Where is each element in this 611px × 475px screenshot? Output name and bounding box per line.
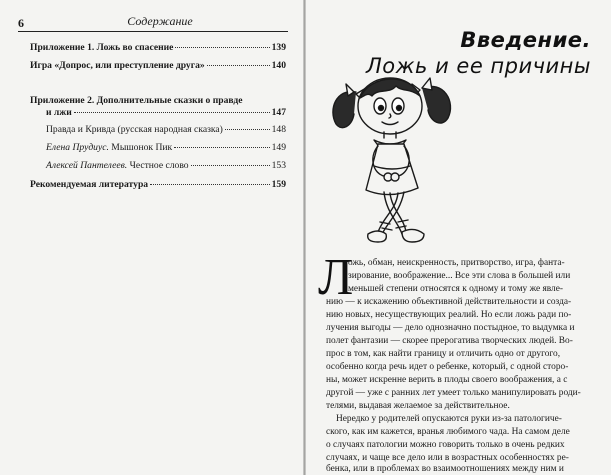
text-line: Нередко у родителей опускаются руки из-за патологиче- <box>336 414 562 424</box>
left-page <box>0 0 303 475</box>
toc-work: Честное слово <box>129 160 189 171</box>
text-line: ского, как им кажется, вранья любимого чада. На самом деле <box>326 427 570 437</box>
toc-title: Приложение 2. Дополнительные сказки о правде <box>30 95 243 106</box>
girl-illustration <box>318 62 478 250</box>
page-number: 6 <box>18 16 24 30</box>
text-line: лучения выгоды — дело однозначно постыдное, то выдумка и <box>326 323 575 333</box>
running-head: Содержание <box>127 14 193 28</box>
toc-author: Елена Прудиус. <box>46 142 109 153</box>
chapter-title-line2: Ложь и ее причины <box>365 54 591 78</box>
text-line: ожь, обман, неискренность, притворство, игра, фанта- <box>348 258 565 268</box>
toc-page: 147 <box>271 107 286 118</box>
text-line: ны, может искренне верить в плоды своего воображения, а с <box>326 375 568 385</box>
toc-entry <box>30 95 286 107</box>
toc-title <box>46 142 172 154</box>
toc-title <box>46 160 189 172</box>
drop-cap: Л <box>318 249 354 306</box>
toc-entry <box>46 142 286 154</box>
toc-page: 148 <box>271 124 286 135</box>
text-line: случаях, и чаще все дело или в возрастных особенностях ре- <box>326 453 569 463</box>
toc-title-cont: и лжи <box>46 107 72 118</box>
toc-title: Игра «Допрос, или преступление друга» <box>30 60 205 71</box>
toc-leader <box>207 65 270 66</box>
text-line: нию — к искажению объективной действительности и созда- <box>326 297 572 307</box>
text-line: другой — уже с ранних лет умеет только манипулировать роди- <box>326 388 581 398</box>
toc-leader <box>174 147 269 148</box>
toc-entry <box>30 60 286 72</box>
text-line: о случаях патологии можно говорить только в очень редких <box>326 440 565 450</box>
text-line: полет фантазии — скорее прерогатива творческих людей. Во- <box>326 336 573 346</box>
text-line: меньшей степени относятся к одному и тому же явле- <box>348 284 564 294</box>
toc-entry <box>46 124 286 136</box>
toc-leader <box>150 184 270 185</box>
text-line: бенка, или в проблемах во взаимоотношениях между ним и <box>326 464 564 474</box>
toc-leader <box>74 112 270 113</box>
toc-entry <box>30 179 286 191</box>
text-line: нию новых, несуществующих реалий. Но если ложь ради по- <box>326 310 572 320</box>
toc-title: Рекомендуемая литература <box>30 179 149 190</box>
toc-page: 159 <box>271 179 286 190</box>
toc-leader <box>191 165 270 166</box>
toc-entry <box>30 42 286 54</box>
toc-page: 149 <box>271 142 286 153</box>
toc-title: Приложение 1. Ложь во спасение <box>30 42 174 53</box>
toc-page: 153 <box>271 160 286 171</box>
toc-entry <box>46 160 286 172</box>
toc-entry-continued <box>46 107 286 119</box>
toc-author: Алексей Пантелеев. <box>46 160 128 171</box>
toc-leader <box>225 129 270 130</box>
chapter-title-line1: Введение. <box>460 28 591 52</box>
header-rule <box>18 31 288 32</box>
text-line: зирование, воображение... Все эти слова в большей или <box>348 271 571 281</box>
toc-leader <box>175 47 269 48</box>
toc-work: Мышонок Пик <box>111 142 173 153</box>
toc-page: 140 <box>271 60 286 71</box>
toc-title: Правда и Кривда (русская народная сказка) <box>46 124 223 135</box>
text-line: особенно когда речь идет о ребенке, который, с одной сторо- <box>326 362 569 372</box>
toc-page: 139 <box>271 42 286 53</box>
text-line: телями, выдавая желаемое за действительное. <box>326 401 510 411</box>
text-line: прос в том, как найти границу и отличить одно от другого, <box>326 349 561 359</box>
